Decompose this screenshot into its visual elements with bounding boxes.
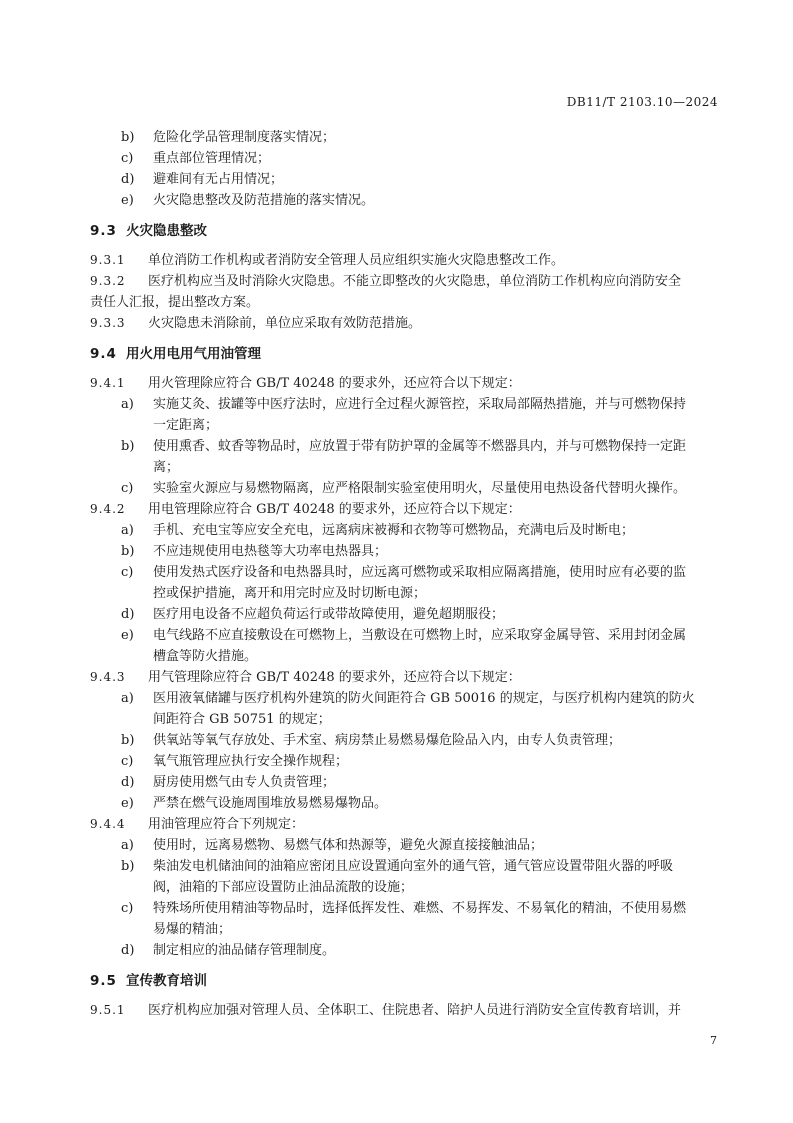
- list-text-continuation: 易爆的精油；: [153, 922, 232, 937]
- list-text: 重点部位管理情况；: [153, 151, 271, 166]
- list-text: 严禁在燃气设施周围堆放易燃易爆物品。: [153, 796, 388, 811]
- clause-number: 9.4.4: [90, 817, 126, 831]
- list-text: 使用熏香、蚊香等物品时，应放置于带有防护罩的金属等不燃器具内，并与可燃物保持一定距: [153, 439, 687, 454]
- list-text: 供氧站等氧气存放处、手术室、病房禁止易燃易爆危险品入内，由专人负责管理；: [153, 733, 622, 748]
- list-text-continuation: 离；: [153, 460, 180, 475]
- list-item: [90, 772, 718, 793]
- list-text: 不应违规使用电热毯等大功率电热器具；: [153, 544, 388, 559]
- list-marker: d): [121, 775, 135, 790]
- list-marker: d): [121, 943, 135, 958]
- clause-9-4-4-list: [90, 835, 718, 961]
- list-marker: d): [121, 172, 135, 187]
- clause-number: 9.5.1: [90, 1003, 126, 1017]
- section-title-text: 用火用电用气用油管理: [126, 346, 261, 362]
- clause-9-5-1: [90, 1000, 718, 1021]
- clause-text: 用火管理除应符合 GB/T 40248 的要求外，还应符合以下规定：: [148, 376, 521, 391]
- list-item: [90, 688, 718, 730]
- list-text-continuation: 间距符合 GB 50751 的规定；: [153, 712, 331, 727]
- list-text: 电气线路不应直接敷设在可燃物上，当敷设在可燃物上时，应采取穿金属导管、采用封闭金属: [153, 628, 687, 643]
- clause-number: 9.4.2: [90, 502, 126, 516]
- clause-number: 9.3.3: [90, 316, 126, 330]
- clause-number: 9.3.2: [90, 274, 126, 288]
- clause-text: 医疗机构应当及时消除火灾隐患。不能立即整改的火灾隐患，单位消防工作机构应向消防安全: [148, 274, 682, 289]
- list-item: [90, 436, 718, 478]
- list-item: [90, 520, 718, 541]
- list-text: 避难间有无占用情况；: [153, 172, 284, 187]
- list-marker: e): [121, 193, 134, 208]
- document-code: DB11/T 2103.10—2024: [566, 95, 718, 109]
- list-item: [90, 835, 718, 856]
- list-text: 氧气瓶管理应执行安全操作规程；: [153, 754, 349, 769]
- clause-text: 单位消防工作机构或者消防安全管理人员应组织实施火灾隐患整改工作。: [148, 253, 565, 268]
- list-item: [90, 793, 718, 814]
- list-item: [90, 478, 718, 499]
- clause-number: 9.4.3: [90, 670, 126, 684]
- section-heading-9-3: [90, 221, 718, 242]
- clause-text-continuation: 责任人汇报，提出整改方案。: [90, 295, 260, 310]
- list-item: [90, 562, 718, 604]
- list-text: 手机、充电宝等应安全充电，远离病床被褥和衣物等可燃物品，充满电后及时断电；: [153, 523, 635, 538]
- section-heading-9-5: [90, 971, 718, 992]
- list-marker: c): [121, 754, 134, 769]
- clause-number: 9.3.1: [90, 253, 126, 267]
- list-text: 实验室火源应与易燃物隔离，应严格限制实验室使用明火，尽量使用电热设备代替明火操作。: [153, 481, 687, 496]
- list-marker: c): [121, 901, 134, 916]
- list-text: 使用时，远离易燃物、易燃气体和热源等，避免火源直接接触油品；: [153, 838, 544, 853]
- list-text: 医用液氧储罐与医疗机构外建筑的防火间距符合 GB 50016 的规定，与医疗机构内建筑的防火: [153, 691, 695, 706]
- document-body: [90, 127, 718, 1021]
- section-title-text: 宣传教育培训: [126, 973, 207, 989]
- list-text: 危险化学品管理制度落实情况；: [153, 130, 336, 145]
- list-item: [90, 541, 718, 562]
- list-text: 特殊场所使用精油等物品时，选择低挥发性、难燃、不易挥发、不易氧化的精油，不使用易燃: [153, 901, 687, 916]
- list-marker: b): [121, 130, 135, 145]
- list-text-continuation: 阀，油箱的下部应设置防止油品流散的设施；: [153, 880, 414, 895]
- list-item: [90, 169, 718, 190]
- list-item: [90, 148, 718, 169]
- clause-text: 用电管理除应符合 GB/T 40248 的要求外，还应符合以下规定：: [148, 502, 521, 517]
- list-marker: b): [121, 439, 135, 454]
- list-item: [90, 856, 718, 898]
- clause-9-4-1: [90, 373, 718, 394]
- clause-9-4-4: [90, 814, 718, 835]
- list-marker: a): [121, 838, 134, 853]
- clause-9-4-2: [90, 499, 718, 520]
- list-text: 使用发热式医疗设备和电热器具时，应远离可燃物或采取相应隔离措施，使用时应有必要的监: [153, 565, 687, 580]
- clause-text: 用油管理应符合下列规定：: [148, 817, 305, 832]
- clause-9-4-2-list: [90, 520, 718, 667]
- section-number: 9.3: [90, 223, 117, 239]
- list-item: [90, 898, 718, 940]
- list-item: [90, 625, 718, 667]
- top-list: [90, 127, 718, 211]
- list-marker: b): [121, 544, 135, 559]
- list-item: [90, 604, 718, 625]
- clause-9-3-1: [90, 250, 718, 271]
- section-heading-9-4: [90, 344, 718, 365]
- list-item: [90, 190, 718, 211]
- list-item: [90, 751, 718, 772]
- list-text-continuation: 槽盒等防火措施。: [153, 649, 258, 664]
- list-text: 制定相应的油品储存管理制度。: [153, 943, 336, 958]
- list-text-continuation: 控或保护措施，离开和用完时应及时切断电源；: [153, 586, 427, 601]
- section-number: 9.5: [90, 973, 117, 989]
- clause-9-4-1-list: [90, 394, 718, 499]
- list-item: [90, 940, 718, 961]
- list-marker: e): [121, 796, 134, 811]
- list-item: [90, 127, 718, 148]
- clause-number: 9.4.1: [90, 376, 126, 390]
- clause-text: 用气管理除应符合 GB/T 40248 的要求外，还应符合以下规定：: [148, 670, 521, 685]
- list-marker: b): [121, 733, 135, 748]
- list-marker: e): [121, 628, 134, 643]
- list-text: 医疗用电设备不应超负荷运行或带故障使用，避免超期服役；: [153, 607, 505, 622]
- page-number: 7: [710, 1034, 717, 1047]
- clause-text: 火灾隐患未消除前，单位应采取有效防范措施。: [148, 316, 422, 331]
- clause-9-4-3: [90, 667, 718, 688]
- clause-9-3-3: [90, 313, 718, 334]
- list-marker: a): [121, 523, 134, 538]
- list-text: 火灾隐患整改及防范措施的落实情况。: [153, 193, 375, 208]
- clause-9-3-2: [90, 271, 718, 313]
- list-marker: c): [121, 565, 134, 580]
- list-text: 实施艾灸、拔罐等中医疗法时，应进行全过程火源管控，采取局部隔热措施，并与可燃物保持: [153, 397, 687, 412]
- clause-9-4-3-list: [90, 688, 718, 814]
- section-title-text: 火灾隐患整改: [126, 223, 207, 239]
- list-text: 柴油发电机储油间的油箱应密闭且应设置通向室外的通气管，通气管应设置带阻火器的呼吸: [153, 859, 674, 874]
- section-number: 9.4: [90, 346, 117, 362]
- list-marker: a): [121, 691, 134, 706]
- list-item: [90, 394, 718, 436]
- list-text-continuation: 一定距离；: [153, 418, 219, 433]
- clause-text: 医疗机构应加强对管理人员、全体职工、住院患者、陪护人员进行消防安全宣传教育培训，并: [148, 1003, 682, 1018]
- list-item: [90, 730, 718, 751]
- list-marker: c): [121, 481, 134, 496]
- list-marker: c): [121, 151, 134, 166]
- list-marker: b): [121, 859, 135, 874]
- list-marker: d): [121, 607, 135, 622]
- list-text: 厨房使用燃气由专人负责管理；: [153, 775, 336, 790]
- list-marker: a): [121, 397, 134, 412]
